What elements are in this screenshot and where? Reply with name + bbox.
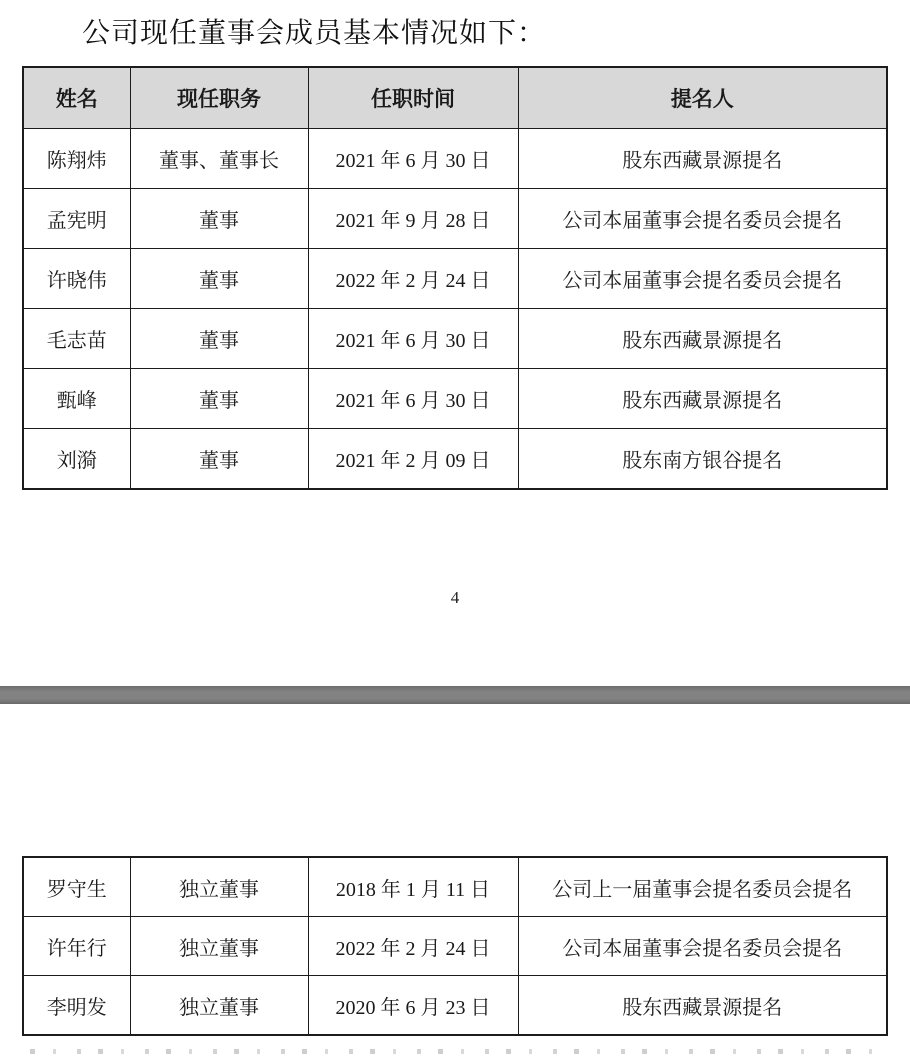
- table-row: [23, 917, 887, 976]
- position-cell: 董事: [130, 309, 308, 369]
- table-row: [23, 249, 887, 309]
- nominator-cell: 股东西藏景源提名: [518, 976, 887, 1036]
- date-cell: 2021 年 6 月 30 日: [308, 309, 518, 369]
- table-row: [23, 129, 887, 189]
- nominator-cell: 股东西藏景源提名: [518, 129, 887, 189]
- table-row: [23, 309, 887, 369]
- table-row: [23, 976, 887, 1036]
- nominator-cell: 股东西藏景源提名: [518, 369, 887, 429]
- name-cell: 罗守生: [23, 857, 130, 917]
- table-row: [23, 857, 887, 917]
- date-cell: 2018 年 1 月 11 日: [308, 857, 518, 917]
- header-position: 现任职务: [130, 67, 308, 129]
- name-cell: 刘漪: [23, 429, 130, 490]
- name-cell: 李明发: [23, 976, 130, 1036]
- table-row: [23, 369, 887, 429]
- nominator-cell: 公司本届董事会提名委员会提名: [518, 249, 887, 309]
- position-cell: 董事: [130, 429, 308, 490]
- board-members-table: [22, 66, 888, 490]
- name-cell: 许年行: [23, 917, 130, 976]
- nominator-cell: 股东西藏景源提名: [518, 309, 887, 369]
- name-cell: 许晓伟: [23, 249, 130, 309]
- position-cell: 董事、董事长: [130, 129, 308, 189]
- date-cell: 2021 年 6 月 30 日: [308, 129, 518, 189]
- page-separator-bar: [0, 686, 910, 704]
- position-cell: 董事: [130, 249, 308, 309]
- independent-directors-table: [22, 856, 888, 1036]
- date-cell: 2020 年 6 月 23 日: [308, 976, 518, 1036]
- name-cell: 甄峰: [23, 369, 130, 429]
- page-number: 4: [450, 588, 460, 607]
- position-cell: 独立董事: [130, 976, 308, 1036]
- position-cell: 董事: [130, 189, 308, 249]
- header-term-date: 任职时间: [308, 67, 518, 129]
- header-name: 姓名: [23, 67, 130, 129]
- date-cell: 2021 年 6 月 30 日: [308, 369, 518, 429]
- nominator-cell: 股东南方银谷提名: [518, 429, 887, 490]
- date-cell: 2021 年 2 月 09 日: [308, 429, 518, 490]
- table-row: [23, 429, 887, 490]
- position-cell: 独立董事: [130, 917, 308, 976]
- nominator-cell: 公司本届董事会提名委员会提名: [518, 917, 887, 976]
- nominator-cell: 公司本届董事会提名委员会提名: [518, 189, 887, 249]
- nominator-cell: 公司上一届董事会提名委员会提名: [518, 857, 887, 917]
- table-header-row: [23, 67, 887, 129]
- name-cell: 毛志苗: [23, 309, 130, 369]
- date-cell: 2022 年 2 月 24 日: [308, 249, 518, 309]
- cutoff-text-fragments: [30, 1049, 886, 1054]
- date-cell: 2021 年 9 月 28 日: [308, 189, 518, 249]
- date-cell: 2022 年 2 月 24 日: [308, 917, 518, 976]
- header-nominator: 提名人: [518, 67, 887, 129]
- page-title: 公司现任董事会成员基本情况如下：: [82, 18, 547, 49]
- position-cell: 董事: [130, 369, 308, 429]
- table-row: [23, 189, 887, 249]
- position-cell: 独立董事: [130, 857, 308, 917]
- name-cell: 陈翔炜: [23, 129, 130, 189]
- name-cell: 孟宪明: [23, 189, 130, 249]
